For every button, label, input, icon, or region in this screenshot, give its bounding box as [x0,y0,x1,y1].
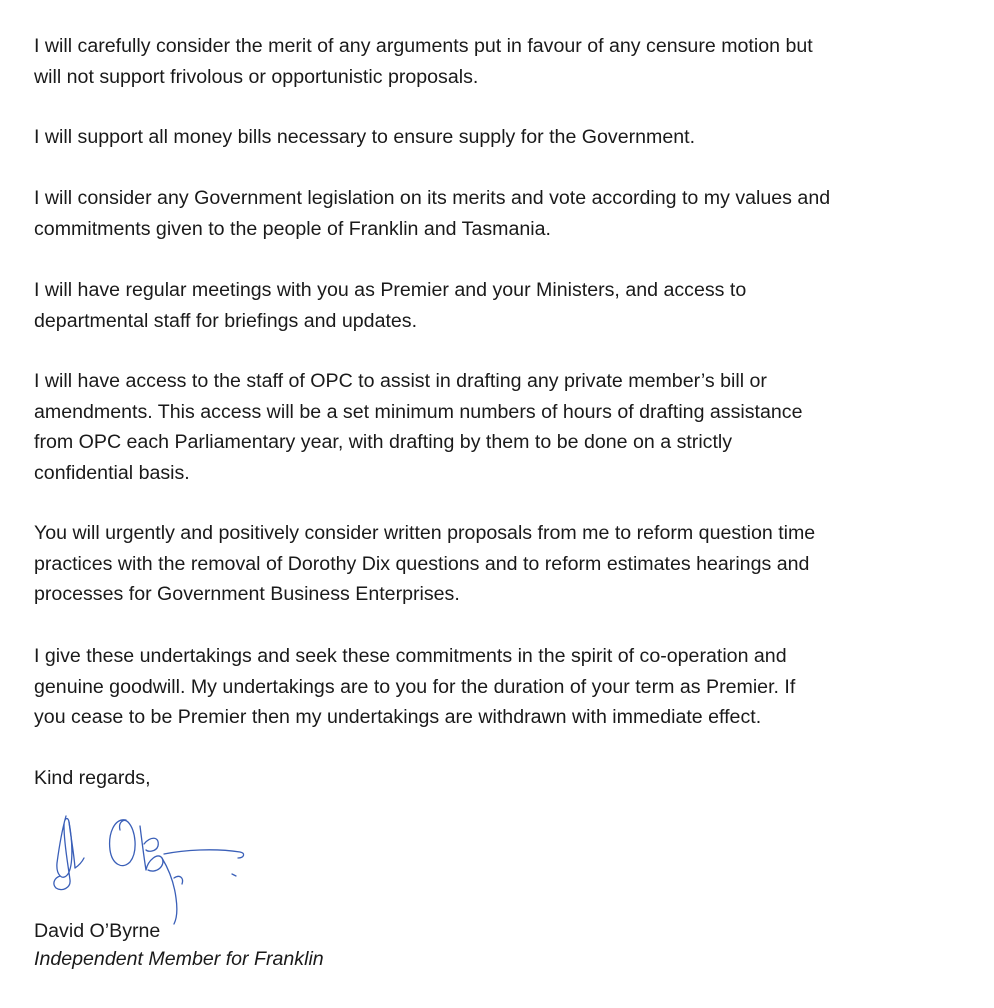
text-line: I will carefully consider the merit of any arguments put in favour of any censure motion but [34,35,813,57]
text-line: I will support all money bills necessary to ensure supply for the Government. [34,126,696,148]
paragraph-undertakings [34,641,795,733]
closing-salutation: Kind regards, [34,767,151,789]
text-line: departmental staff for briefings and updates. [34,309,418,332]
paragraph-censure-motion [34,31,813,92]
text-line: commitments given to the people of Franklin and Tasmania. [34,217,551,240]
paragraph-question-time-reform [34,518,815,610]
text-line: will not support frivolous or opportunistic proposals. [34,65,479,88]
paragraph-government-legislation [34,183,830,244]
text-line: from OPC each Parliamentary year, with drafting by them to be done on a strictly [34,431,733,453]
text-line: I will have access to the staff of OPC to assist in drafting any private member’s bill or [34,370,767,392]
paragraph-regular-meetings [34,275,746,336]
text-line: I will consider any Government legislation on its merits and vote according to my values and [34,187,831,209]
text-line: amendments. This access will be a set minimum numbers of hours of drafting assistance [34,400,803,423]
paragraph-opc-access [34,366,802,488]
text-line: genuine goodwill. My undertakings are to you for the duration of your term as Premier. If [34,675,796,698]
text-line: I will have regular meetings with you as Premier and your Ministers, and access to [34,279,747,301]
text-line: I give these undertakings and seek these commitments in the spirit of co-operation and [34,645,787,667]
signatory-name: David O’Byrne [34,920,161,942]
text-line: practices with the removal of Dorothy Dix questions and to reform estimates hearings and [34,552,810,575]
handwritten-signature [44,808,254,928]
text-line: processes for Government Business Enterprises. [34,583,460,605]
text-line: confidential basis. [34,461,190,484]
signatory-title: Independent Member for Franklin [34,948,324,970]
paragraph-money-bills [34,122,695,153]
text-line: you cease to be Premier then my undertakings are withdrawn with immediate effect. [34,706,762,728]
text-line: You will urgently and positively consider written proposals from me to reform question time [34,522,816,544]
